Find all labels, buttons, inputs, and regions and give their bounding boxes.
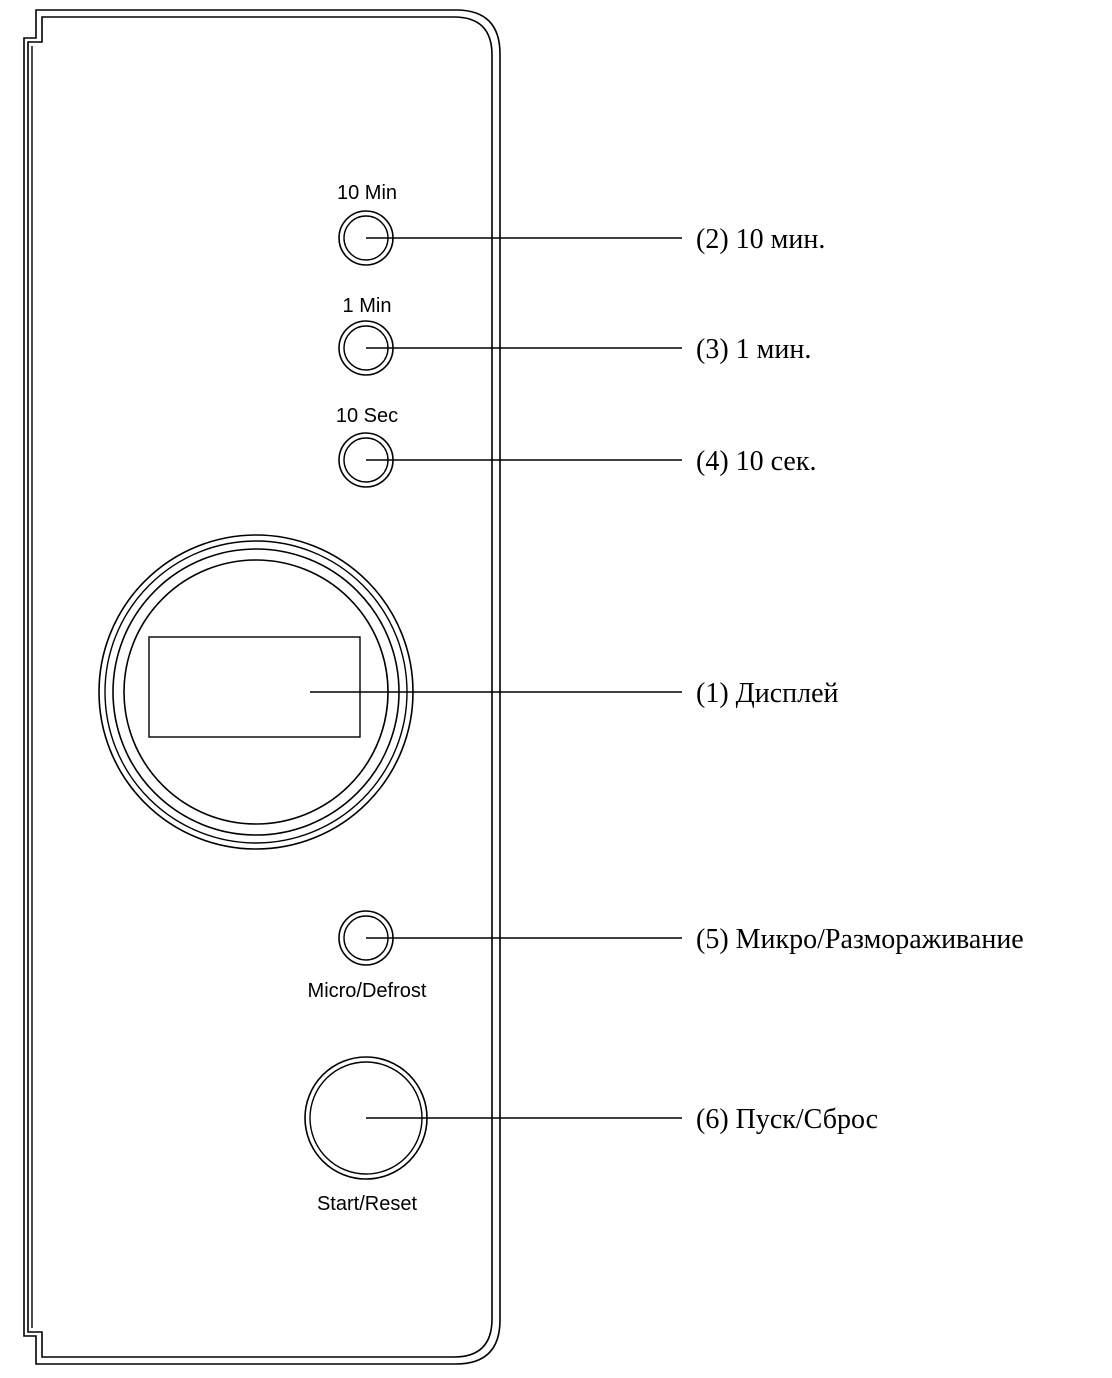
one-min-callout: (3) 1 мин. bbox=[696, 334, 812, 365]
ten-min-label: 10 Min bbox=[336, 182, 398, 204]
ten-min-callout: (2) 10 мин. bbox=[696, 224, 826, 255]
micro-defrost-callout: (5) Микро/Размораживание bbox=[696, 924, 1024, 955]
display-callout: (1) Дисплей bbox=[696, 678, 839, 709]
panel-outline-outer bbox=[24, 10, 500, 1364]
start-reset-callout: (6) Пуск/Сброс bbox=[696, 1104, 879, 1135]
display-screen bbox=[149, 637, 360, 737]
one-min-label: 1 Min bbox=[342, 295, 392, 317]
micro-defrost-label: Micro/Defrost bbox=[307, 980, 427, 1002]
start-reset-label: Start/Reset bbox=[316, 1193, 418, 1215]
ten-sec-label: 10 Sec bbox=[335, 405, 399, 427]
panel-outline-inner bbox=[28, 17, 492, 1357]
ten-sec-callout: (4) 10 сек. bbox=[696, 446, 817, 477]
